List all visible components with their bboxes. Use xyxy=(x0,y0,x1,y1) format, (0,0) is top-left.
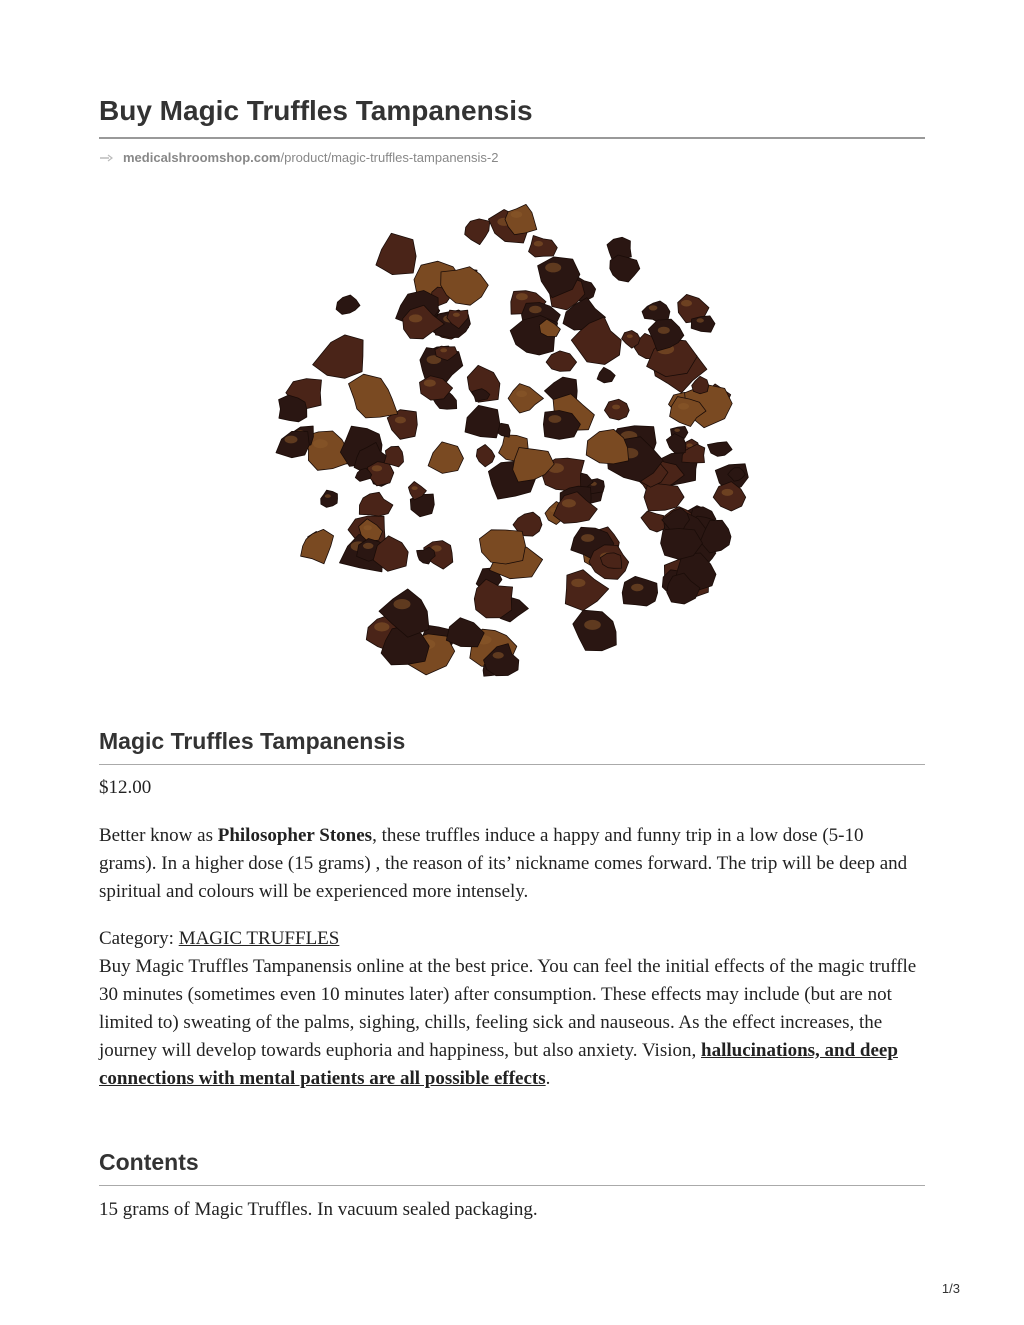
product-body xyxy=(99,925,925,1093)
source-path[interactable]: /product/magic-truffles-tampanensis-2 xyxy=(280,150,499,165)
truffle-highlight xyxy=(394,599,411,609)
truffle-piece xyxy=(446,618,484,647)
truffle-highlight xyxy=(545,263,561,273)
category-label: Category: xyxy=(99,928,179,949)
page-title: Buy Magic Truffles Tampanensis xyxy=(99,95,533,126)
body-text: Buy Magic Truffles Tampanensis online at the best price. You can feel the initial effects of the magic truffle 30 minutes (sometimes even 10 minutes later) after consumption. These effects may include (but are not limited to) sweating of the palms, sighing, chills, feeling sick and nauseous. As the effect increases, the journey will develop towards euphoria and happiness, but also anxiety. Vision, xyxy=(99,956,917,1061)
truffle-highlight xyxy=(424,380,436,387)
effects-link[interactable]: hallucinations, and deep connections with mental patients are all possible effects xyxy=(99,1040,898,1089)
truffle-highlight xyxy=(571,579,585,587)
description-prefix: Better know as xyxy=(99,825,218,846)
truffle-piece xyxy=(301,529,334,563)
category-link[interactable]: MAGIC TRUFFLES xyxy=(178,928,340,949)
truffle-highlight xyxy=(722,489,734,496)
product-image xyxy=(259,192,769,702)
truffle-highlight xyxy=(678,403,689,410)
truffle-cluster xyxy=(276,204,748,676)
truffle-highlight xyxy=(612,405,620,410)
truffle-piece xyxy=(474,579,512,618)
truffle-piece xyxy=(546,351,577,372)
body-end: . xyxy=(545,1068,551,1089)
truffle-highlight xyxy=(631,584,643,591)
truffle-highlight xyxy=(516,391,527,398)
truffle-highlight xyxy=(440,348,447,352)
contents-heading: Contents xyxy=(99,1149,199,1175)
description-suffix: , these truffles induce a happy and funny trip in a low dose (5-10 grams). In a higher dose (15 grams) , the reason of its’ nickname comes forward. The trip will be deep and spiritual and colours will be experienced more intensely. xyxy=(99,825,908,902)
truffle-piece xyxy=(349,374,398,418)
truffle-piece xyxy=(465,219,490,245)
contents-text: 15 grams of Magic Truffles. In vacuum sealed packaging. xyxy=(99,1199,538,1220)
truffle-piece xyxy=(508,384,543,413)
favicon-icon xyxy=(99,154,115,162)
page-number: 1/3 xyxy=(941,1281,960,1296)
truffle-highlight xyxy=(658,327,670,334)
source-domain[interactable]: medicalshroomshop.com xyxy=(123,150,281,165)
truffle-highlight xyxy=(516,293,528,300)
product-heading-divider xyxy=(99,764,925,765)
truffle-highlight xyxy=(534,241,543,247)
truffle-highlight xyxy=(529,306,542,314)
truffle-highlight xyxy=(674,429,680,432)
truffle-piece xyxy=(313,335,364,378)
truffle-highlight xyxy=(681,300,692,307)
truffle-highlight xyxy=(395,417,406,424)
truffle-highlight xyxy=(412,486,418,490)
truffle-piece xyxy=(384,446,403,467)
truffle-piece xyxy=(691,316,715,332)
truffle-highlight xyxy=(313,439,328,448)
truffle-piece xyxy=(476,445,495,467)
product-heading: Magic Truffles Tampanensis xyxy=(99,728,406,754)
truffle-highlight xyxy=(562,499,576,507)
truffle-piece xyxy=(707,442,732,457)
truffle-piece xyxy=(597,367,615,383)
truffle-piece xyxy=(529,236,558,258)
truffle-piece xyxy=(622,576,657,606)
truffle-piece xyxy=(465,405,500,437)
description-bold: Philosopher Stones xyxy=(217,825,373,846)
truffle-highlight xyxy=(581,534,594,542)
product-price: $12.00 xyxy=(99,777,152,798)
truffle-highlight xyxy=(453,313,460,317)
truffle-piece xyxy=(336,295,360,314)
truffle-piece xyxy=(276,431,309,457)
truffle-piece xyxy=(610,255,640,282)
truffle-highlight xyxy=(493,652,504,659)
truffle-highlight xyxy=(584,620,601,630)
truffle-piece xyxy=(428,442,463,474)
truffle-highlight xyxy=(511,211,522,218)
truffle-highlight xyxy=(363,543,373,549)
truffle-highlight xyxy=(374,622,389,631)
truffle-piece xyxy=(321,490,338,507)
product-description xyxy=(99,822,925,906)
title-divider xyxy=(99,137,925,139)
contents-heading-divider xyxy=(99,1185,925,1186)
truffle-highlight xyxy=(325,494,331,498)
truffle-highlight xyxy=(549,415,562,423)
truffle-piece xyxy=(479,530,525,564)
truffle-highlight xyxy=(364,525,372,530)
truffle-piece xyxy=(359,492,393,516)
truffle-piece xyxy=(604,399,629,420)
truffle-highlight xyxy=(409,314,422,322)
truffle-highlight xyxy=(285,436,298,444)
truffle-highlight xyxy=(649,305,658,310)
truffle-piece xyxy=(641,511,665,532)
truffle-highlight xyxy=(372,465,382,471)
truffle-highlight xyxy=(697,318,704,322)
truffle-piece xyxy=(573,610,617,651)
truffle-highlight xyxy=(627,334,633,338)
truffle-piece xyxy=(376,233,416,274)
source-url[interactable] xyxy=(99,150,498,165)
